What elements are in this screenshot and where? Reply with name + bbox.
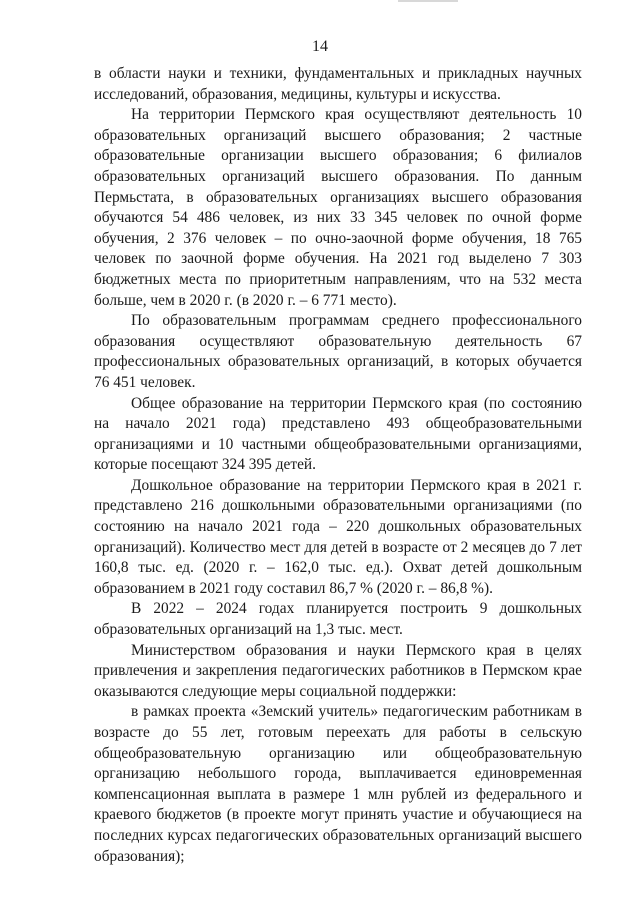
paragraph-4: Общее образование на территории Пермского края (по состоянию на начало 2021 года) представлено 493 общеобразовательными организациями и 10 частными общеобразовательными организациями, которые посещают 324 395 детей. xyxy=(94,394,582,474)
paragraph-6: В 2022 – 2024 годах планируется построить 9 дошкольных образовательных организаций на 1,3 тыс. мест. xyxy=(94,600,582,639)
scan-edge-mark xyxy=(398,0,458,2)
paragraph-7: Министерством образования и науки Пермского края в целях привлечения и закрепления педагогических работников в Пермском крае оказываются следующие меры социальной поддержки: xyxy=(94,641,582,700)
paragraph-3: По образовательным программам среднего профессионального образования осуществляют образовательную деятельность 67 профессиональных образовательных организаций, в которых обучается 76 451 человек. xyxy=(94,312,582,391)
paragraph-2: На территории Пермского края осуществляют деятельность 10 образовательных организаций высшего образования; 2 частные образовательные организации высшего образования; 6 филиалов образовательных организаций высшего образования. По данным Пермьстата, в образовательных организациях высшего образования обучаются 54 486 человек, из них 33 345 человек по очной форме обучения, 2 376 человек – по очно-заочной форме обучения, 18 765 человек по заочной форме обучения. На 2021 год выделено 7 303 бюджетных места по приоритетным направлениям, что на 532 места больше, чем в 2020 г. (в 2020 г. – 6 771 место). xyxy=(94,106,582,309)
document-body xyxy=(94,64,582,867)
paragraph-8: в рамках проекта «Земский учитель» педагогическим работникам в возрасте до 55 лет, готовым переехать для работы в сельскую общеобразовательную организацию или общеобразовательную организацию небольшого города, выплачивается единовременная компенсационная выплата в размере 1 млн рублей из федерального и краевого бюджетов (в проекте могут принять участие и обучающиеся на последних курсах педагогических образовательных организаций высшего образования); xyxy=(94,703,582,865)
paragraph-1: в области науки и техники, фундаментальных и прикладных научных исследований, образования, медицины, культуры и искусства. xyxy=(94,65,582,103)
page-number: 14 xyxy=(312,38,328,55)
paragraph-5: Дошкольное образование на территории Пермского края в 2021 г. представлено 216 дошкольными образовательными организациями (по состоянию на начало 2021 года – 220 дошкольных образовательных организаций). Количество мест для детей в возрасте от 2 месяцев до 7 лет 160,8 тыс. ед. (2020 г. – 162,0 тыс. ед.). Охват детей дошкольным образованием в 2021 году составил 86,7 % (2020 г. – 86,8 %). xyxy=(94,476,582,597)
